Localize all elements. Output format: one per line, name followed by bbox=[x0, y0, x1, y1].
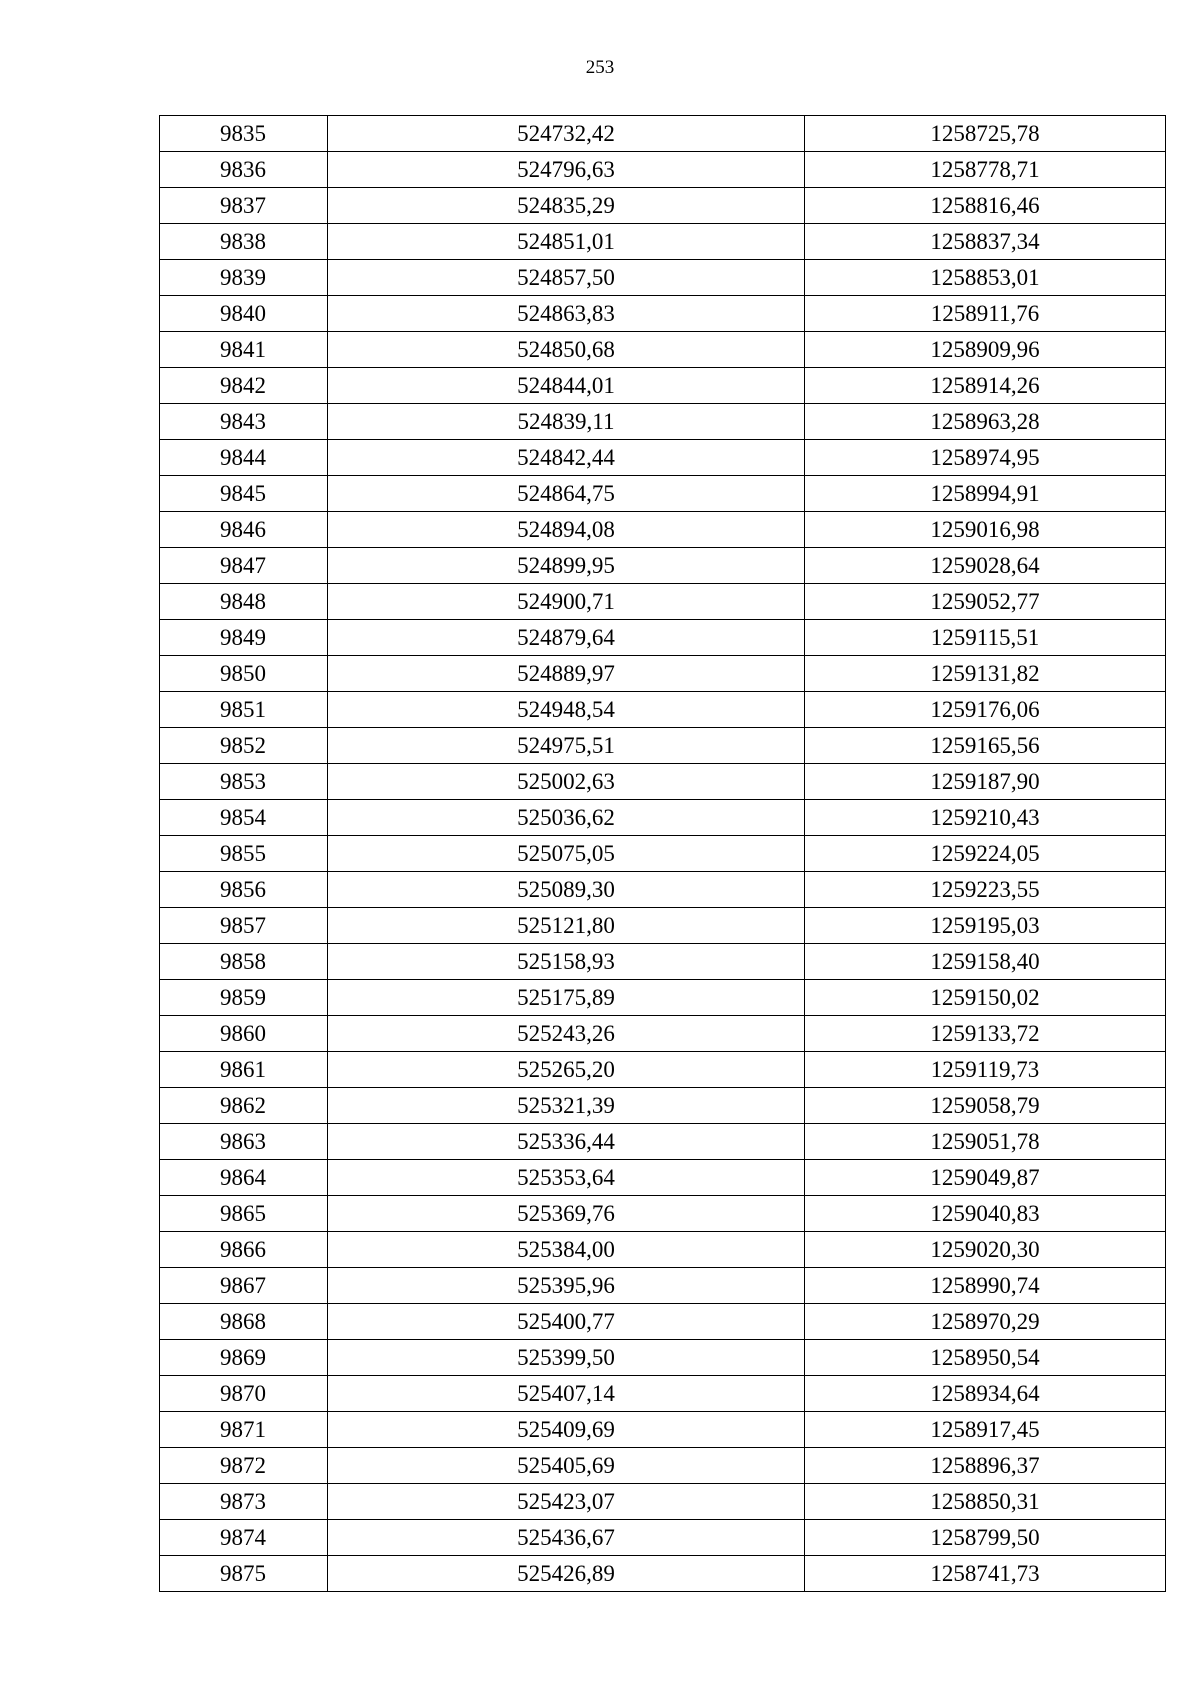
y-coordinate-cell: 1258909,96 bbox=[805, 332, 1166, 368]
y-coordinate-cell: 1258990,74 bbox=[805, 1268, 1166, 1304]
point-number-cell: 9859 bbox=[160, 980, 328, 1016]
x-coordinate-cell: 525243,26 bbox=[328, 1016, 805, 1052]
y-coordinate-cell: 1259150,02 bbox=[805, 980, 1166, 1016]
x-coordinate-cell: 524851,01 bbox=[328, 224, 805, 260]
x-coordinate-cell: 524839,11 bbox=[328, 404, 805, 440]
y-coordinate-cell: 1258970,29 bbox=[805, 1304, 1166, 1340]
point-number-cell: 9835 bbox=[160, 116, 328, 152]
point-number-cell: 9845 bbox=[160, 476, 328, 512]
y-coordinate-cell: 1258974,95 bbox=[805, 440, 1166, 476]
y-coordinate-cell: 1259052,77 bbox=[805, 584, 1166, 620]
table-row bbox=[160, 1448, 1166, 1484]
point-number-cell: 9871 bbox=[160, 1412, 328, 1448]
y-coordinate-cell: 1259020,30 bbox=[805, 1232, 1166, 1268]
x-coordinate-cell: 524975,51 bbox=[328, 728, 805, 764]
table-row bbox=[160, 944, 1166, 980]
table-row bbox=[160, 1412, 1166, 1448]
y-coordinate-cell: 1259131,82 bbox=[805, 656, 1166, 692]
point-number-cell: 9841 bbox=[160, 332, 328, 368]
x-coordinate-cell: 524879,64 bbox=[328, 620, 805, 656]
x-coordinate-cell: 525407,14 bbox=[328, 1376, 805, 1412]
x-coordinate-cell: 525395,96 bbox=[328, 1268, 805, 1304]
table-row bbox=[160, 548, 1166, 584]
y-coordinate-cell: 1259210,43 bbox=[805, 800, 1166, 836]
point-number-cell: 9838 bbox=[160, 224, 328, 260]
x-coordinate-cell: 525002,63 bbox=[328, 764, 805, 800]
y-coordinate-cell: 1258994,91 bbox=[805, 476, 1166, 512]
table-row bbox=[160, 620, 1166, 656]
table-row bbox=[160, 1340, 1166, 1376]
x-coordinate-cell: 524850,68 bbox=[328, 332, 805, 368]
x-coordinate-cell: 525353,64 bbox=[328, 1160, 805, 1196]
point-number-cell: 9873 bbox=[160, 1484, 328, 1520]
page-number: 253 bbox=[585, 57, 615, 78]
point-number-cell: 9853 bbox=[160, 764, 328, 800]
x-coordinate-cell: 525426,89 bbox=[328, 1556, 805, 1592]
y-coordinate-cell: 1258725,78 bbox=[805, 116, 1166, 152]
table-row bbox=[160, 692, 1166, 728]
point-number-cell: 9836 bbox=[160, 152, 328, 188]
x-coordinate-cell: 525121,80 bbox=[328, 908, 805, 944]
x-coordinate-cell: 524835,29 bbox=[328, 188, 805, 224]
table-row bbox=[160, 980, 1166, 1016]
point-number-cell: 9837 bbox=[160, 188, 328, 224]
table-row bbox=[160, 800, 1166, 836]
y-coordinate-cell: 1258896,37 bbox=[805, 1448, 1166, 1484]
point-number-cell: 9868 bbox=[160, 1304, 328, 1340]
y-coordinate-cell: 1258950,54 bbox=[805, 1340, 1166, 1376]
point-number-cell: 9850 bbox=[160, 656, 328, 692]
x-coordinate-cell: 525423,07 bbox=[328, 1484, 805, 1520]
table-row bbox=[160, 764, 1166, 800]
table-row bbox=[160, 1376, 1166, 1412]
y-coordinate-cell: 1259058,79 bbox=[805, 1088, 1166, 1124]
x-coordinate-cell: 525369,76 bbox=[328, 1196, 805, 1232]
y-coordinate-cell: 1258963,28 bbox=[805, 404, 1166, 440]
table-row bbox=[160, 1196, 1166, 1232]
x-coordinate-cell: 524948,54 bbox=[328, 692, 805, 728]
point-number-cell: 9851 bbox=[160, 692, 328, 728]
x-coordinate-cell: 525036,62 bbox=[328, 800, 805, 836]
point-number-cell: 9852 bbox=[160, 728, 328, 764]
table-row bbox=[160, 332, 1166, 368]
table-row bbox=[160, 260, 1166, 296]
y-coordinate-cell: 1259119,73 bbox=[805, 1052, 1166, 1088]
point-number-cell: 9874 bbox=[160, 1520, 328, 1556]
table-row bbox=[160, 1232, 1166, 1268]
point-number-cell: 9849 bbox=[160, 620, 328, 656]
point-number-cell: 9843 bbox=[160, 404, 328, 440]
x-coordinate-cell: 525405,69 bbox=[328, 1448, 805, 1484]
y-coordinate-cell: 1258934,64 bbox=[805, 1376, 1166, 1412]
point-number-cell: 9854 bbox=[160, 800, 328, 836]
y-coordinate-cell: 1259051,78 bbox=[805, 1124, 1166, 1160]
table-row bbox=[160, 908, 1166, 944]
x-coordinate-cell: 524732,42 bbox=[328, 116, 805, 152]
y-coordinate-cell: 1259195,03 bbox=[805, 908, 1166, 944]
x-coordinate-cell: 524894,08 bbox=[328, 512, 805, 548]
table-row bbox=[160, 1160, 1166, 1196]
x-coordinate-cell: 525336,44 bbox=[328, 1124, 805, 1160]
point-number-cell: 9847 bbox=[160, 548, 328, 584]
table-row bbox=[160, 1304, 1166, 1340]
point-number-cell: 9866 bbox=[160, 1232, 328, 1268]
x-coordinate-cell: 525436,67 bbox=[328, 1520, 805, 1556]
y-coordinate-cell: 1258778,71 bbox=[805, 152, 1166, 188]
x-coordinate-cell: 524899,95 bbox=[328, 548, 805, 584]
x-coordinate-cell: 524796,63 bbox=[328, 152, 805, 188]
point-number-cell: 9867 bbox=[160, 1268, 328, 1304]
y-coordinate-cell: 1259049,87 bbox=[805, 1160, 1166, 1196]
table-row bbox=[160, 1016, 1166, 1052]
point-number-cell: 9870 bbox=[160, 1376, 328, 1412]
table-row bbox=[160, 440, 1166, 476]
table-row bbox=[160, 1052, 1166, 1088]
point-number-cell: 9872 bbox=[160, 1448, 328, 1484]
x-coordinate-cell: 524889,97 bbox=[328, 656, 805, 692]
x-coordinate-cell: 524857,50 bbox=[328, 260, 805, 296]
x-coordinate-cell: 525400,77 bbox=[328, 1304, 805, 1340]
table-row bbox=[160, 1520, 1166, 1556]
x-coordinate-cell: 525075,05 bbox=[328, 836, 805, 872]
y-coordinate-cell: 1259133,72 bbox=[805, 1016, 1166, 1052]
table-row bbox=[160, 872, 1166, 908]
table-row bbox=[160, 836, 1166, 872]
table-row bbox=[160, 728, 1166, 764]
x-coordinate-cell: 524842,44 bbox=[328, 440, 805, 476]
x-coordinate-cell: 524864,75 bbox=[328, 476, 805, 512]
y-coordinate-cell: 1259176,06 bbox=[805, 692, 1166, 728]
table-row bbox=[160, 584, 1166, 620]
table-row bbox=[160, 1088, 1166, 1124]
x-coordinate-cell: 525158,93 bbox=[328, 944, 805, 980]
point-number-cell: 9856 bbox=[160, 872, 328, 908]
table-row bbox=[160, 188, 1166, 224]
table-row bbox=[160, 656, 1166, 692]
y-coordinate-cell: 1258911,76 bbox=[805, 296, 1166, 332]
table-row bbox=[160, 1484, 1166, 1520]
table-row bbox=[160, 1124, 1166, 1160]
y-coordinate-cell: 1258853,01 bbox=[805, 260, 1166, 296]
point-number-cell: 9863 bbox=[160, 1124, 328, 1160]
coordinates-table bbox=[159, 115, 1166, 1592]
y-coordinate-cell: 1259028,64 bbox=[805, 548, 1166, 584]
table-row bbox=[160, 404, 1166, 440]
x-coordinate-cell: 525321,39 bbox=[328, 1088, 805, 1124]
point-number-cell: 9862 bbox=[160, 1088, 328, 1124]
x-coordinate-cell: 525089,30 bbox=[328, 872, 805, 908]
x-coordinate-cell: 525265,20 bbox=[328, 1052, 805, 1088]
point-number-cell: 9840 bbox=[160, 296, 328, 332]
y-coordinate-cell: 1259224,05 bbox=[805, 836, 1166, 872]
table-row bbox=[160, 1556, 1166, 1592]
coordinates-table-body bbox=[160, 116, 1166, 1592]
point-number-cell: 9865 bbox=[160, 1196, 328, 1232]
table-row bbox=[160, 224, 1166, 260]
x-coordinate-cell: 525399,50 bbox=[328, 1340, 805, 1376]
y-coordinate-cell: 1259040,83 bbox=[805, 1196, 1166, 1232]
table-row bbox=[160, 152, 1166, 188]
y-coordinate-cell: 1258914,26 bbox=[805, 368, 1166, 404]
point-number-cell: 9839 bbox=[160, 260, 328, 296]
table-row bbox=[160, 1268, 1166, 1304]
y-coordinate-cell: 1259115,51 bbox=[805, 620, 1166, 656]
point-number-cell: 9875 bbox=[160, 1556, 328, 1592]
x-coordinate-cell: 525409,69 bbox=[328, 1412, 805, 1448]
table-row bbox=[160, 512, 1166, 548]
point-number-cell: 9855 bbox=[160, 836, 328, 872]
point-number-cell: 9844 bbox=[160, 440, 328, 476]
y-coordinate-cell: 1258816,46 bbox=[805, 188, 1166, 224]
point-number-cell: 9869 bbox=[160, 1340, 328, 1376]
y-coordinate-cell: 1259158,40 bbox=[805, 944, 1166, 980]
x-coordinate-cell: 525175,89 bbox=[328, 980, 805, 1016]
y-coordinate-cell: 1259223,55 bbox=[805, 872, 1166, 908]
y-coordinate-cell: 1258799,50 bbox=[805, 1520, 1166, 1556]
table-row bbox=[160, 116, 1166, 152]
y-coordinate-cell: 1259187,90 bbox=[805, 764, 1166, 800]
y-coordinate-cell: 1258850,31 bbox=[805, 1484, 1166, 1520]
point-number-cell: 9848 bbox=[160, 584, 328, 620]
x-coordinate-cell: 524863,83 bbox=[328, 296, 805, 332]
point-number-cell: 9861 bbox=[160, 1052, 328, 1088]
point-number-cell: 9858 bbox=[160, 944, 328, 980]
x-coordinate-cell: 524900,71 bbox=[328, 584, 805, 620]
point-number-cell: 9842 bbox=[160, 368, 328, 404]
table-row bbox=[160, 296, 1166, 332]
point-number-cell: 9864 bbox=[160, 1160, 328, 1196]
x-coordinate-cell: 524844,01 bbox=[328, 368, 805, 404]
y-coordinate-cell: 1258917,45 bbox=[805, 1412, 1166, 1448]
table-row bbox=[160, 476, 1166, 512]
y-coordinate-cell: 1259165,56 bbox=[805, 728, 1166, 764]
point-number-cell: 9857 bbox=[160, 908, 328, 944]
y-coordinate-cell: 1258741,73 bbox=[805, 1556, 1166, 1592]
point-number-cell: 9846 bbox=[160, 512, 328, 548]
point-number-cell: 9860 bbox=[160, 1016, 328, 1052]
y-coordinate-cell: 1258837,34 bbox=[805, 224, 1166, 260]
y-coordinate-cell: 1259016,98 bbox=[805, 512, 1166, 548]
table-row bbox=[160, 368, 1166, 404]
x-coordinate-cell: 525384,00 bbox=[328, 1232, 805, 1268]
